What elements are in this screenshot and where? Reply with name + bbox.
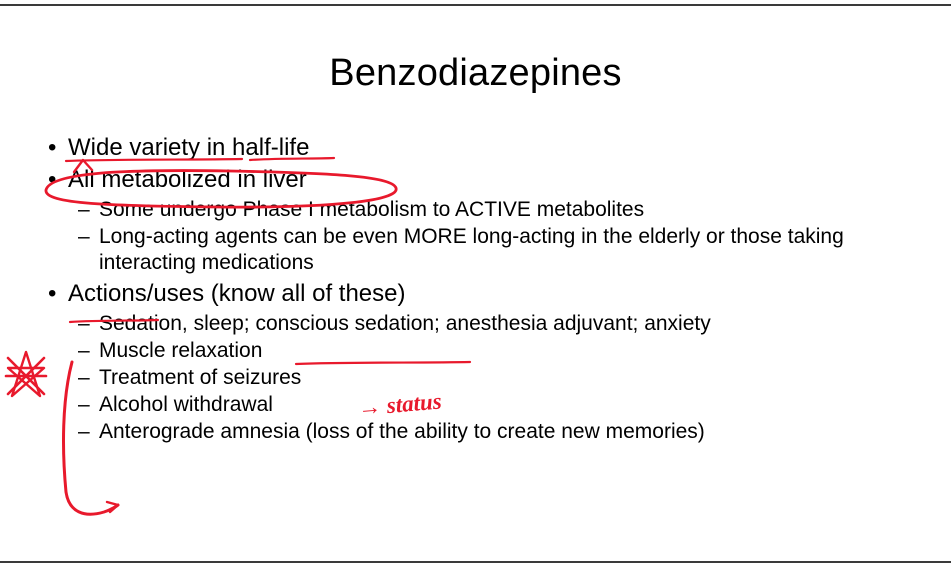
bullet-text: Actions/uses (know all of these): [68, 280, 406, 307]
sub-bullet-text: Muscle relaxation: [99, 339, 263, 362]
sub-bullet-text: Anterograde amnesia (loss of the ability to create new memories): [99, 420, 705, 443]
dash-glyph: –: [78, 420, 90, 443]
sub-bullet-text: Treatment of seizures: [99, 366, 302, 389]
sub-bullet-text: Alcohol withdrawal: [99, 393, 273, 416]
dash-glyph: –: [78, 339, 90, 362]
sub-bullet-list: [68, 311, 920, 445]
sub-bullet-list: [68, 197, 920, 276]
star-mark-outline: [8, 352, 44, 396]
slide-body: [40, 132, 920, 447]
dash-glyph: –: [78, 366, 90, 389]
bullet-item: [40, 132, 920, 163]
bullet-glyph: •: [48, 134, 57, 161]
sub-bullet-item: [68, 419, 920, 445]
slide-title: Benzodiazepines: [329, 52, 622, 94]
bullet-glyph: •: [48, 166, 57, 193]
dash-glyph: –: [78, 312, 90, 335]
sub-bullet-text: Some undergo Phase I metabolism to ACTIVE metabolites: [99, 198, 645, 221]
status-handwritten-note: → status: [357, 388, 443, 421]
top-divider: [0, 4, 951, 6]
bottom-divider: [0, 561, 951, 563]
bullet-item: [40, 278, 920, 445]
dash-glyph: –: [78, 225, 90, 248]
sub-bullet-item: [68, 338, 920, 364]
sub-bullet-item: [68, 197, 920, 223]
bullet-text: Wide variety in half-life: [68, 134, 310, 161]
bullet-glyph: •: [48, 280, 57, 307]
bullet-item: [40, 164, 920, 276]
sub-bullet-item: [68, 365, 920, 391]
sub-bullet-item: [68, 311, 920, 337]
sub-bullet-text: Long-acting agents can be even MORE long-acting in the elderly or those taking interacting medications: [99, 225, 844, 274]
bullet-list: [40, 132, 920, 445]
sub-bullet-item: [68, 224, 920, 276]
dash-glyph: –: [78, 198, 90, 221]
dash-glyph: –: [78, 393, 90, 416]
bracket-arrow-tip: [107, 502, 118, 512]
sub-bullet-item: [68, 392, 920, 418]
sub-bullet-text: Sedation, sleep; conscious sedation; anesthesia adjuvant; anxiety: [99, 312, 711, 335]
bullet-text: All metabolized in liver: [68, 166, 307, 193]
